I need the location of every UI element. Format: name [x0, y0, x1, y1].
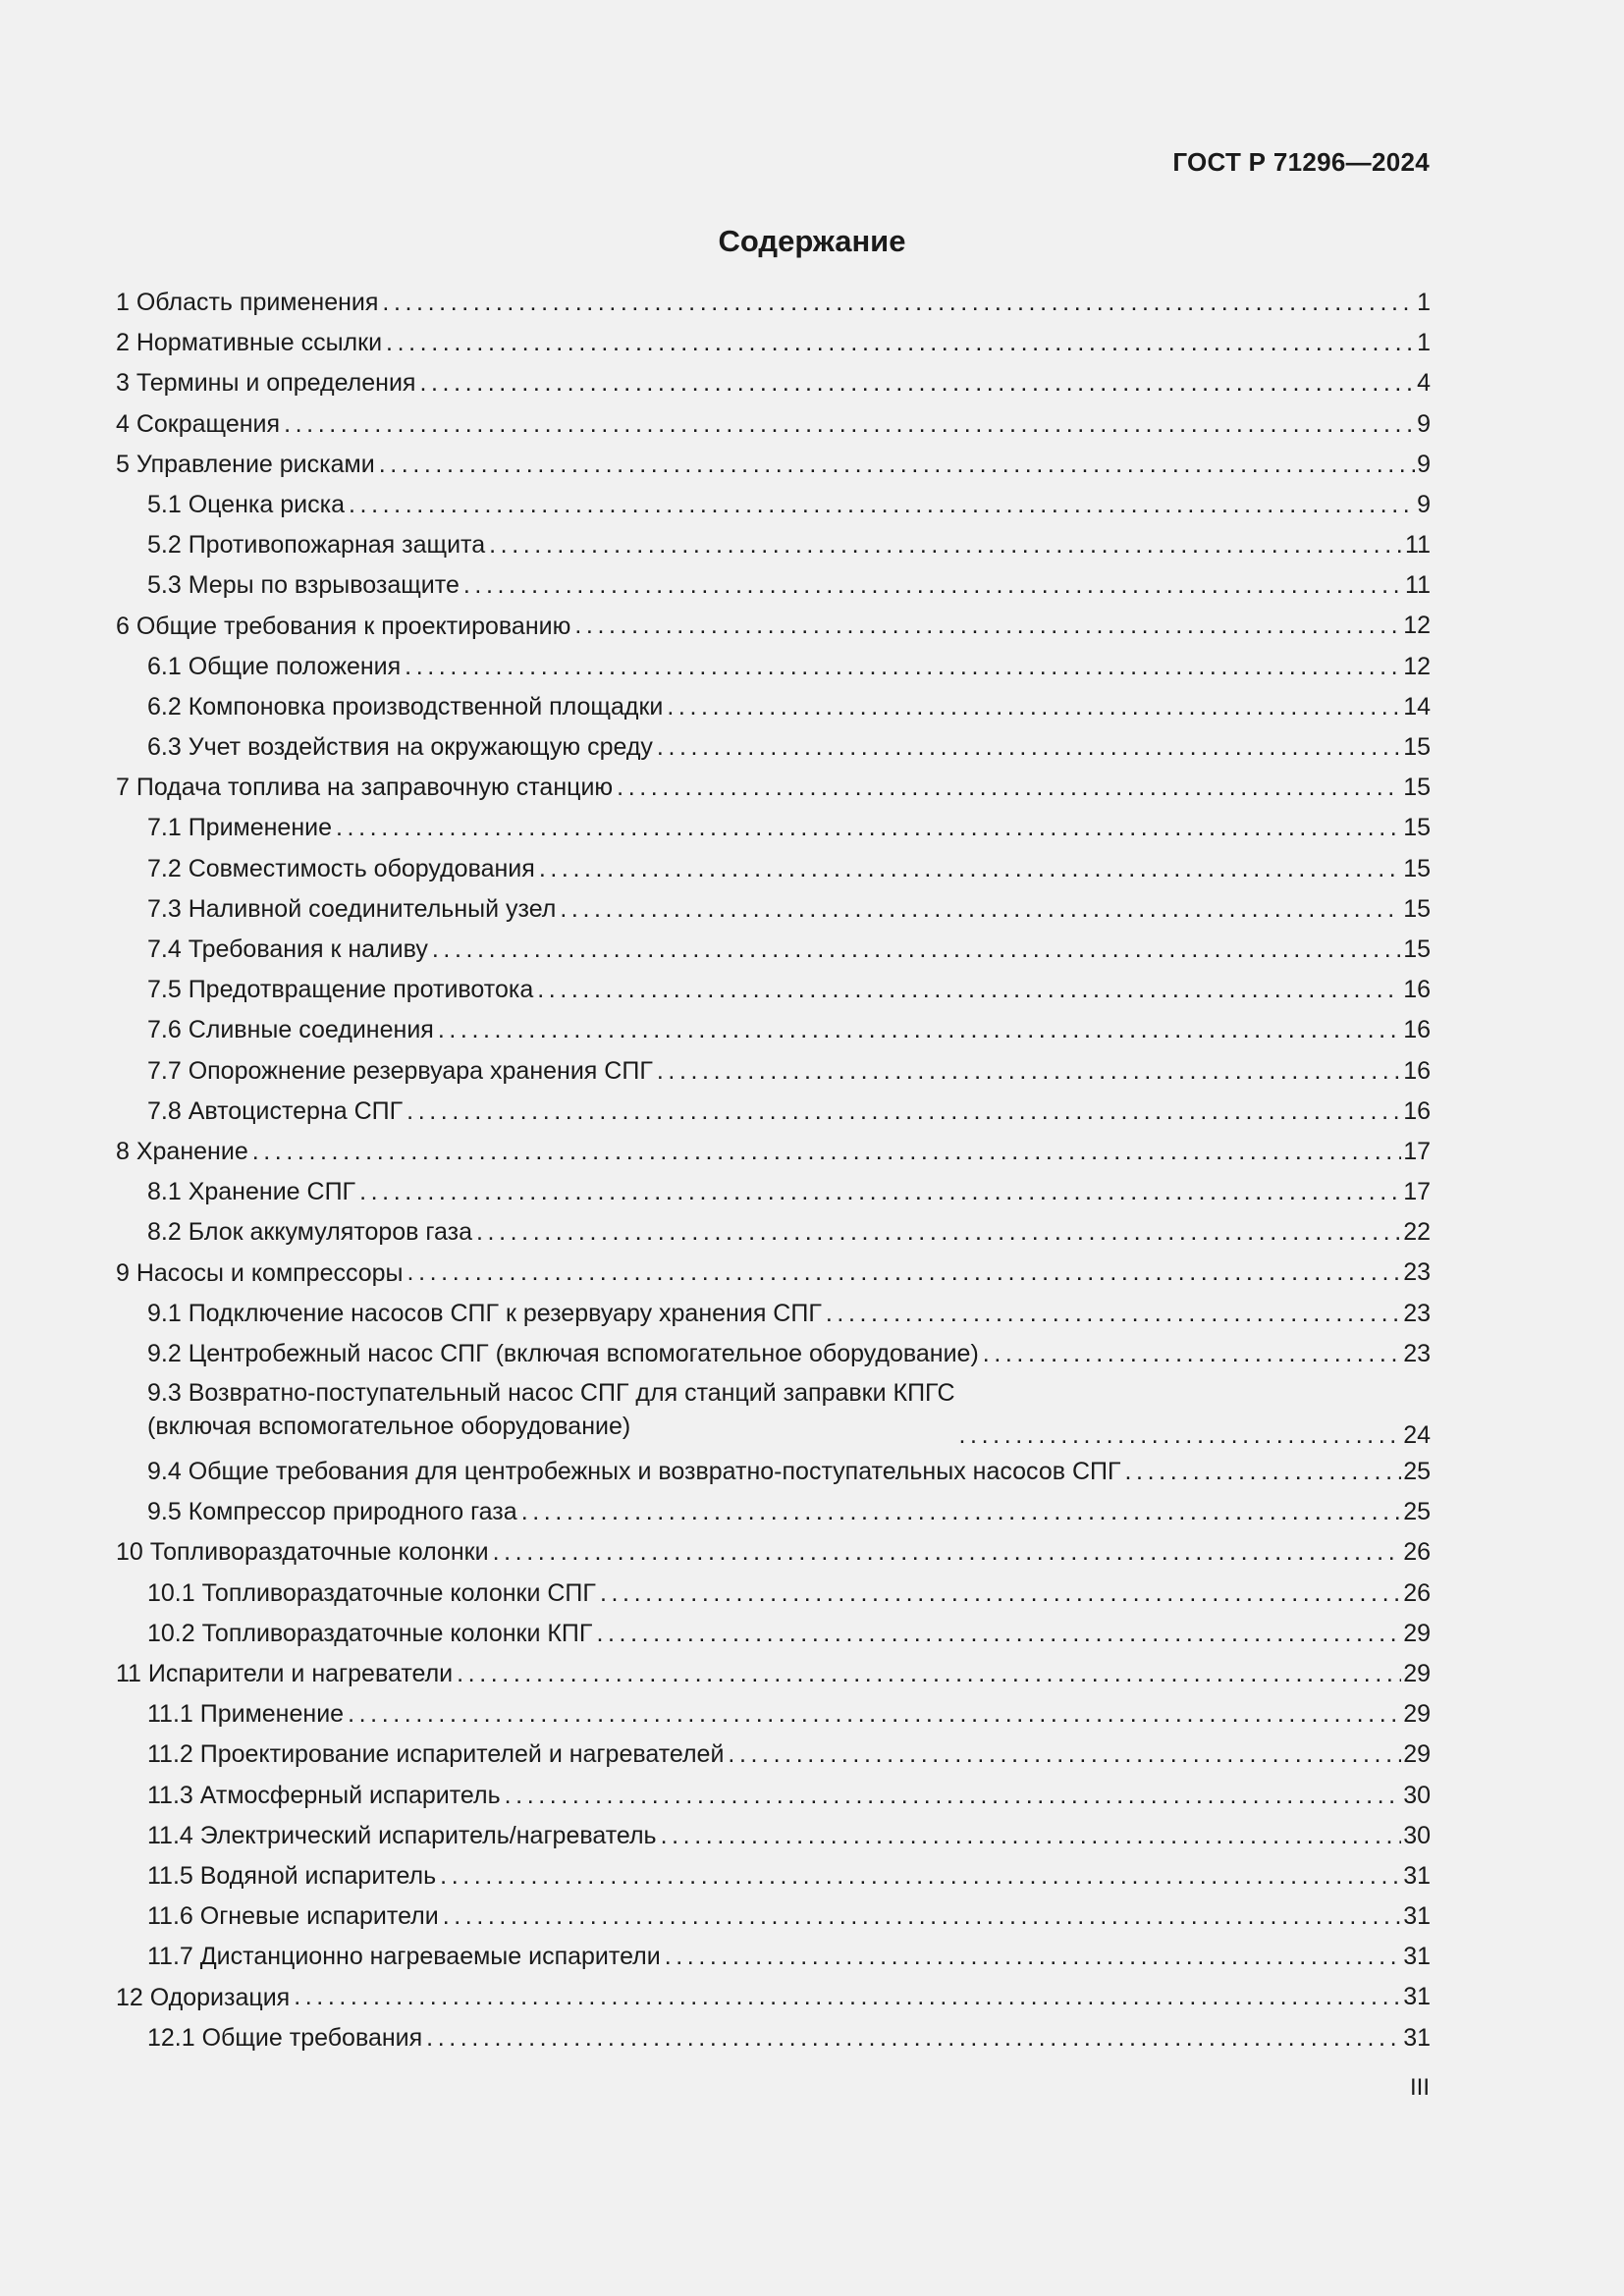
toc-entry-title: 7.4 Требования к наливу	[147, 935, 428, 963]
dot-leader	[521, 1492, 1402, 1532]
page-number: III	[1409, 2074, 1430, 2101]
toc-entry-title: 12 Одоризация	[116, 1983, 291, 2011]
toc-entry-page: 23	[1403, 1299, 1431, 1327]
toc-entry-page: 15	[1403, 774, 1431, 802]
dot-leader	[336, 808, 1401, 848]
dot-leader	[440, 1856, 1401, 1896]
toc-entry[interactable]	[116, 1254, 1431, 1294]
toc-entry-title: 10.2 Топливораздаточные колонки КПГ	[147, 1619, 593, 1647]
toc-entry-title: 7.1 Применение	[147, 814, 333, 842]
toc-entry-title: 9.1 Подключение насосов СПГ к резервуару хранения СПГ	[147, 1299, 822, 1327]
dot-leader	[348, 1694, 1401, 1735]
toc-entry-page: 31	[1403, 1861, 1431, 1890]
toc-entry-page: 15	[1403, 934, 1431, 963]
toc-entry-page: 9	[1417, 450, 1431, 478]
dot-leader	[959, 1418, 1402, 1452]
toc-entry[interactable]	[116, 323, 1431, 363]
dot-leader	[728, 1735, 1401, 1775]
toc-entry[interactable]	[116, 1334, 1431, 1374]
toc-entry-page: 12	[1403, 652, 1431, 680]
toc-entry-page: 25	[1403, 1498, 1431, 1526]
toc-entry-page: 1	[1417, 329, 1431, 357]
toc-entry-page: 17	[1403, 1178, 1431, 1206]
toc-entry-page: 29	[1403, 1740, 1431, 1769]
toc-entry[interactable]	[116, 525, 1431, 565]
dot-leader	[826, 1294, 1401, 1334]
dot-leader	[600, 1574, 1401, 1614]
toc-entry-title: 10.1 Топливораздаточные колонки СПГ	[147, 1578, 596, 1607]
toc-entry-page: 31	[1403, 1943, 1431, 1971]
toc-entry-page: 25	[1403, 1458, 1431, 1486]
toc-entry[interactable]	[116, 970, 1431, 1010]
toc-entry-title: 1 Область применения	[116, 289, 379, 316]
toc-entry[interactable]	[116, 1614, 1431, 1654]
dot-leader	[505, 1776, 1402, 1816]
toc-entry-title: 6.1 Общие положения	[147, 652, 402, 680]
toc-entry-title: 5.1 Оценка риска	[147, 490, 345, 518]
toc-entry-page: 15	[1403, 733, 1431, 762]
dot-leader	[419, 363, 1415, 403]
toc-entry-page: 30	[1403, 1821, 1431, 1849]
toc-entry-title: 11.7 Дистанционно нагреваемые испарители	[147, 1943, 661, 1971]
dot-leader	[382, 283, 1415, 323]
toc-entry-page: 29	[1403, 1700, 1431, 1729]
toc-entry[interactable]	[116, 485, 1431, 525]
toc-entry-title: 10 Топливораздаточные колонки	[116, 1538, 489, 1567]
toc-entry-title: 12.1 Общие требования	[147, 2023, 423, 2052]
toc-entry-title-line1: 9.3 Возвратно-поступательный насос СПГ для станций заправки КПГС	[147, 1379, 955, 1408]
toc-entry-title: 11.6 Огневые испарители	[147, 1902, 439, 1931]
toc-entry[interactable]	[116, 647, 1431, 687]
toc-entry-page: 29	[1403, 1659, 1431, 1687]
dot-leader	[983, 1334, 1401, 1374]
toc-entry-title: 3 Термины и определения	[116, 369, 416, 398]
toc-entry-title: 11.4 Электрический испаритель/нагреватель	[147, 1821, 657, 1849]
dot-leader	[438, 1010, 1401, 1050]
toc-entry[interactable]	[116, 1978, 1431, 2018]
dot-leader	[284, 404, 1415, 445]
dot-leader	[1125, 1452, 1402, 1492]
toc-entry-page: 17	[1403, 1137, 1431, 1165]
toc-entry[interactable]	[116, 849, 1431, 889]
dot-leader	[432, 930, 1401, 970]
toc-entry-title: 11.2 Проектирование испарителей и нагревателей	[147, 1740, 725, 1769]
toc-entry-page: 15	[1403, 814, 1431, 842]
toc-entry-page: 26	[1403, 1538, 1431, 1567]
toc-entry[interactable]	[116, 889, 1431, 930]
toc-entry[interactable]	[116, 1896, 1431, 1937]
toc-entry-page: 4	[1417, 369, 1431, 398]
toc-entry-title: 11.5 Водяной испаритель	[147, 1861, 437, 1890]
toc-entry-page: 12	[1403, 612, 1431, 640]
toc-entry[interactable]	[116, 687, 1431, 727]
dot-leader	[493, 1532, 1402, 1573]
dot-leader	[349, 485, 1415, 525]
toc-entry-page: 11	[1405, 571, 1431, 600]
dot-leader	[359, 1172, 1401, 1212]
toc-entry-title: 11 Испарители и нагреватели	[116, 1660, 454, 1687]
toc-entry-title: 5.3 Меры по взрывозащите	[147, 571, 460, 600]
toc-entry[interactable]	[116, 1374, 1431, 1452]
dot-leader	[443, 1896, 1401, 1937]
toc-entry-page: 23	[1403, 1339, 1431, 1367]
toc-entry-page: 15	[1403, 854, 1431, 882]
dot-leader	[426, 2018, 1401, 2058]
toc-entry[interactable]	[116, 1937, 1431, 1977]
toc-entry-title: 6.2 Компоновка производственной площадки	[147, 692, 664, 721]
toc-entry[interactable]	[116, 1694, 1431, 1735]
toc-entry-page: 9	[1417, 409, 1431, 438]
toc-entry-page: 9	[1417, 490, 1431, 518]
toc-entry[interactable]	[116, 404, 1431, 445]
toc-entry[interactable]	[116, 1294, 1431, 1334]
toc-entry-title: 6.3 Учет воздействия на окружающую среду	[147, 733, 653, 762]
toc-entry-title: 7.7 Опорожнение резервуара хранения СПГ	[147, 1056, 653, 1085]
toc-entry-page: 1	[1417, 288, 1431, 316]
toc-entry[interactable]	[116, 768, 1431, 808]
toc-entry-page: 24	[1403, 1421, 1431, 1450]
toc-entry-title: 8.1 Хранение СПГ	[147, 1178, 356, 1206]
toc-entry-title: 4 Сокращения	[116, 409, 281, 438]
dot-leader	[379, 445, 1415, 485]
toc-entry-page: 16	[1403, 1016, 1431, 1044]
toc-entry-page: 11	[1405, 531, 1431, 560]
toc-entry-title: 5 Управление рисками	[116, 450, 375, 478]
toc-entry[interactable]	[116, 1452, 1431, 1492]
toc-entry-title: 5.2 Противопожарная защита	[147, 531, 486, 560]
toc-entry[interactable]	[116, 607, 1431, 647]
toc-entry[interactable]	[116, 1532, 1431, 1573]
dot-leader	[661, 1816, 1402, 1856]
toc-entry-title: 9.2 Центробежный насос СПГ (включая вспомогательное оборудование)	[147, 1339, 979, 1367]
toc-entry[interactable]	[116, 808, 1431, 848]
toc-entry-title: 8 Хранение	[116, 1137, 248, 1165]
dot-leader	[657, 727, 1401, 768]
toc-entry-title: 11.1 Применение	[147, 1700, 345, 1729]
toc-entry-title: 8.2 Блок аккумуляторов газа	[147, 1218, 472, 1247]
toc-entry[interactable]	[116, 1574, 1431, 1614]
toc-entry[interactable]	[116, 1776, 1431, 1816]
toc-entry-title: 7.8 Автоцистерна СПГ	[147, 1096, 404, 1125]
toc-entry-page: 22	[1403, 1218, 1431, 1247]
dot-leader	[665, 1937, 1401, 1977]
dot-leader	[476, 1212, 1401, 1253]
toc-entry[interactable]	[116, 1735, 1431, 1775]
dot-leader	[617, 768, 1401, 808]
toc-entry-title: 9.5 Компрессор природного газа	[147, 1498, 517, 1526]
toc-entry-title: 6 Общие требования к проектированию	[116, 612, 571, 640]
dot-leader	[667, 687, 1401, 727]
dot-leader	[405, 647, 1401, 687]
dot-leader	[539, 849, 1401, 889]
dot-leader	[489, 525, 1403, 565]
toc-entry-title: 7.6 Сливные соединения	[147, 1016, 434, 1044]
toc-entry-page: 16	[1403, 1096, 1431, 1125]
toc-entry-page: 16	[1403, 976, 1431, 1004]
toc-entry[interactable]	[116, 1492, 1431, 1532]
toc-entry-title: 9 Насосы и компрессоры	[116, 1258, 404, 1287]
toc-entry[interactable]	[116, 930, 1431, 970]
toc-entry[interactable]	[116, 2018, 1431, 2058]
toc-entry-page: 14	[1403, 692, 1431, 721]
toc-heading: Содержание	[718, 224, 906, 258]
dot-leader	[657, 1051, 1401, 1092]
toc-entry-page: 30	[1403, 1781, 1431, 1809]
dot-leader	[457, 1654, 1401, 1694]
toc-entry-title-line2: (включая вспомогательное оборудование)	[147, 1413, 631, 1441]
dot-leader	[537, 970, 1401, 1010]
toc-entry[interactable]	[116, 283, 1431, 323]
toc-entry[interactable]	[116, 1051, 1431, 1092]
toc-entry-page: 29	[1403, 1619, 1431, 1647]
dot-leader	[406, 1092, 1401, 1132]
dot-leader	[407, 1254, 1402, 1294]
toc-entry[interactable]	[116, 1010, 1431, 1050]
toc-entry[interactable]	[116, 1132, 1431, 1172]
toc-entry-page: 23	[1403, 1258, 1431, 1287]
toc-entry-page: 31	[1403, 2023, 1431, 2052]
toc-entry[interactable]	[116, 1092, 1431, 1132]
toc-entry-page: 26	[1403, 1578, 1431, 1607]
toc-entry-page: 15	[1403, 894, 1431, 923]
toc-entry[interactable]	[116, 1856, 1431, 1896]
dot-leader	[574, 607, 1401, 647]
toc-entry-page: 31	[1403, 1902, 1431, 1931]
document-code: ГОСТ Р 71296—2024	[1172, 147, 1430, 177]
toc-entry-title: 7.5 Предотвращение противотока	[147, 976, 534, 1004]
dot-leader	[560, 889, 1401, 930]
toc-entry-page: 31	[1403, 1983, 1431, 2011]
toc-entry-title: 9.4 Общие требования для центробежных и возвратно-поступательных насосов СПГ	[147, 1458, 1121, 1486]
dot-leader	[252, 1132, 1401, 1172]
toc-entry-title: 11.3 Атмосферный испаритель	[147, 1781, 501, 1809]
toc-entry[interactable]	[116, 1654, 1431, 1694]
toc-entry[interactable]	[116, 1172, 1431, 1212]
dot-leader	[463, 565, 1403, 606]
toc-entry[interactable]	[116, 445, 1431, 485]
toc-entry-title	[147, 1376, 955, 1443]
dot-leader	[386, 323, 1415, 363]
toc-entry-page: 16	[1403, 1056, 1431, 1085]
dot-leader	[596, 1614, 1401, 1654]
table-of-contents	[116, 283, 1431, 2058]
dot-leader	[294, 1978, 1401, 2018]
toc-entry[interactable]	[116, 363, 1431, 403]
toc-entry-title: 7 Подача топлива на заправочную станцию	[116, 774, 614, 802]
toc-entry[interactable]	[116, 727, 1431, 768]
toc-entry[interactable]	[116, 1816, 1431, 1856]
toc-entry-title: 7.2 Совместимость оборудования	[147, 854, 535, 882]
toc-entry-title: 7.3 Наливной соединительный узел	[147, 894, 557, 923]
toc-entry-title: 2 Нормативные ссылки	[116, 329, 383, 357]
toc-entry[interactable]	[116, 1212, 1431, 1253]
toc-entry[interactable]	[116, 565, 1431, 606]
